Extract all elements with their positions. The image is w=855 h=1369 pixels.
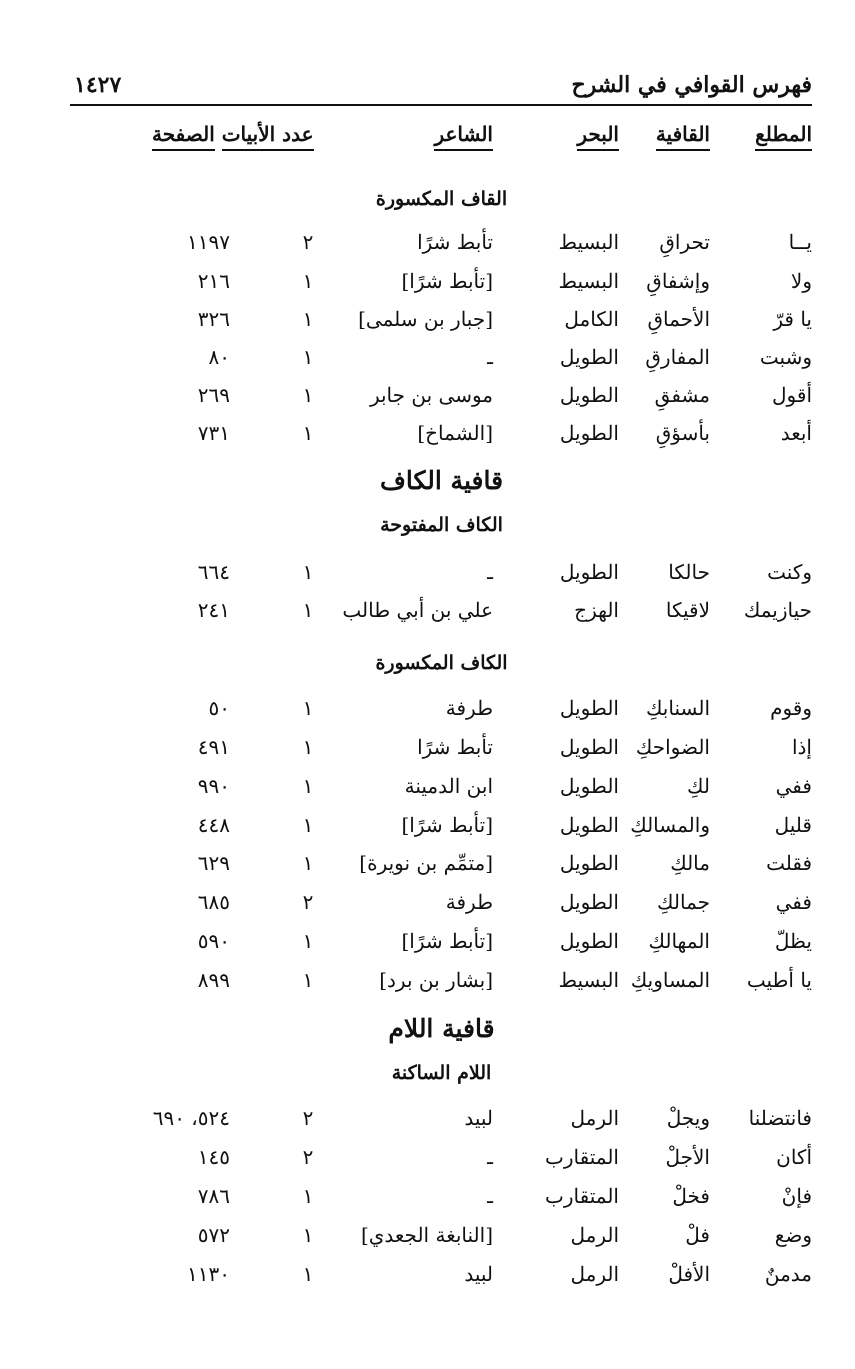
running-head-title: فهرس القوافي في الشرح (571, 72, 812, 98)
meter: الطويل (559, 890, 619, 914)
page-ref: ١٤٥ (197, 1145, 230, 1169)
poet: [تأبط شرًا] (401, 269, 493, 293)
rhyme-word: فلْ (685, 1223, 710, 1247)
verse-count: ١ (302, 421, 314, 445)
poet: [بشار بن برد] (379, 968, 493, 992)
poet: تأبط شرًا (417, 230, 493, 254)
rhyme-word: حالكا (668, 560, 710, 584)
column-header-page: الصفحة (152, 122, 215, 151)
page-number: ١٤٢٧ (74, 72, 122, 98)
verse-count: ١ (302, 929, 314, 953)
rhyme-word: المهالكِ (648, 929, 710, 953)
opening-word: يظلّ (774, 929, 812, 953)
verse-count: ١ (302, 968, 314, 992)
meter: الرمل (570, 1262, 619, 1286)
rhyme-word: وإشفاقِ (646, 269, 710, 293)
rhyme-word: فخلْ (672, 1184, 710, 1208)
opening-word: يا قرّ (773, 307, 812, 331)
table-row (0, 421, 855, 457)
poet: [متمِّم بن نويرة] (359, 851, 493, 875)
meter: الطويل (559, 851, 619, 875)
table-row (0, 774, 855, 810)
poet: [الشماخ] (417, 421, 493, 445)
page-ref: ٦٢٩ (197, 851, 230, 875)
column-header-opening: المطلع (755, 122, 812, 151)
page-ref: ٦٨٥ (197, 890, 230, 914)
page-ref: ٣٢٦ (197, 307, 230, 331)
rhyme-word: مشفقِ (654, 383, 710, 407)
rhyme-word: بأسؤقِ (655, 421, 710, 445)
page-ref: ٥٩٠ (197, 929, 230, 953)
poet: ـ (487, 1184, 493, 1208)
section-heading-major: قافية الكاف (379, 466, 504, 495)
table-row (0, 1262, 855, 1298)
meter: الطويل (559, 345, 619, 369)
poet: [النابغة الجعدي] (360, 1223, 493, 1247)
poet: [جبار بن سلمى] (358, 307, 493, 331)
verse-count: ١ (302, 307, 314, 331)
rhyme-word: الضواحكِ (635, 735, 710, 759)
page-ref: ٧٨٦ (197, 1184, 230, 1208)
rhyme-word: الأحماقِ (647, 307, 710, 331)
verse-count: ١ (302, 345, 314, 369)
meter: الرمل (570, 1223, 619, 1247)
verse-count: ١ (302, 735, 314, 759)
header-rule (70, 104, 812, 106)
verse-count: ١ (302, 560, 314, 584)
table-row (0, 307, 855, 343)
poet: طرفة (445, 890, 493, 914)
opening-word: قليل (774, 813, 812, 837)
table-row (0, 560, 855, 596)
verse-count: ١ (302, 598, 314, 622)
column-header-rhyme: القافية (656, 122, 710, 151)
poet: [تأبط شرًا] (401, 813, 493, 837)
meter: البسيط (558, 269, 619, 293)
page-ref: ٨٩٩ (197, 968, 230, 992)
page-ref: ٥٠ (208, 696, 230, 720)
verse-count: ١ (302, 1223, 314, 1247)
page-ref: ٦٦٤ (197, 560, 230, 584)
rhyme-word: مالكِ (670, 851, 710, 875)
table-row (0, 1184, 855, 1220)
verse-count: ١ (302, 851, 314, 875)
opening-word: وضع (774, 1223, 812, 1247)
running-head (70, 72, 812, 108)
page-ref: ٢١٦ (197, 269, 230, 293)
verse-count: ١ (302, 1184, 314, 1208)
meter: البسيط (558, 230, 619, 254)
rhyme-word: الأجلْ (665, 1145, 710, 1169)
rhyme-word: السنابكِ (645, 696, 710, 720)
opening-word: إذا (791, 735, 812, 759)
opening-word: ففي (775, 890, 812, 914)
rhyme-word: والمسالكِ (630, 813, 710, 837)
table-row (0, 269, 855, 305)
meter: المتقارب (545, 1184, 619, 1208)
table-row (0, 735, 855, 771)
opening-word: مدمنٌ (764, 1262, 812, 1286)
table-row (0, 813, 855, 849)
rhyme-word: لاقيكا (665, 598, 710, 622)
meter: المتقارب (545, 1145, 619, 1169)
page-ref: ٤٤٨ (197, 813, 230, 837)
page-ref: ٧٣١ (197, 421, 230, 445)
poet: ـ (487, 560, 493, 584)
meter: الطويل (559, 735, 619, 759)
table-row (0, 929, 855, 965)
page-ref: ٢٦٩ (197, 383, 230, 407)
poet: ـ (487, 1145, 493, 1169)
poet: لبيد (464, 1106, 493, 1130)
meter: الطويل (559, 813, 619, 837)
poet: [تأبط شرًا] (401, 929, 493, 953)
opening-word: وكنت (767, 560, 812, 584)
page-ref: ٩٩٠ (197, 774, 230, 798)
rhyme-word: المفارقِ (645, 345, 710, 369)
verse-count: ١ (302, 813, 314, 837)
verse-count: ٢ (302, 890, 314, 914)
section-heading: اللام الساكنة (391, 1062, 492, 1084)
meter: الطويل (559, 696, 619, 720)
section-heading-major: قافية اللام (388, 1014, 495, 1043)
verse-count: ٢ (302, 1106, 314, 1130)
poet: علي بن أبي طالب (342, 598, 493, 622)
table-row (0, 1223, 855, 1259)
opening-word: حيازيمك (743, 598, 812, 622)
opening-word: فقلت (766, 851, 812, 875)
opening-word: ولا (790, 269, 812, 293)
poet: ابن الدمينة (404, 774, 493, 798)
section-heading: القاف المكسورة (375, 188, 508, 210)
meter: الرمل (570, 1106, 619, 1130)
opening-word: يــا (788, 230, 812, 254)
poet: لبيد (464, 1262, 493, 1286)
table-row (0, 968, 855, 1004)
verse-count: ٢ (302, 1145, 314, 1169)
page-ref: ٥٢٤، ٦٩٠ (152, 1106, 230, 1130)
page-ref: ٨٠ (208, 345, 230, 369)
table-row (0, 1145, 855, 1181)
rhyme-word: المساويكِ (630, 968, 710, 992)
table-row (0, 1106, 855, 1142)
meter: الطويل (559, 774, 619, 798)
table-row (0, 890, 855, 926)
opening-word: وقوم (770, 696, 812, 720)
poet: ـ (487, 345, 493, 369)
page-ref: ٥٧٢ (197, 1223, 230, 1247)
section-heading: الكاف المكسورة (375, 652, 508, 674)
meter: البسيط (558, 968, 619, 992)
rhyme-word: لكِ (687, 774, 710, 798)
page-ref: ٤٩١ (197, 735, 230, 759)
table-row (0, 230, 855, 266)
table-row (0, 598, 855, 634)
page-ref: ٢٤١ (197, 598, 230, 622)
page-ref: ١١٩٧ (187, 230, 230, 254)
verse-count: ١ (302, 1262, 314, 1286)
rhyme-word: تحراقِ (659, 230, 710, 254)
verse-count: ١ (302, 269, 314, 293)
poet: طرفة (445, 696, 493, 720)
meter: الهزج (574, 598, 619, 622)
verse-count: ١ (302, 696, 314, 720)
opening-word: أكان (776, 1145, 812, 1169)
poet: تأبط شرًا (417, 735, 493, 759)
opening-word: يا أطيب (746, 968, 812, 992)
rhyme-word: ويجلْ (666, 1106, 710, 1130)
opening-word: ففي (775, 774, 812, 798)
column-header-verse-count: عدد الأبيات (222, 122, 314, 151)
rhyme-word: جمالكِ (657, 890, 710, 914)
meter: الكامل (564, 307, 619, 331)
column-header-poet: الشاعر (434, 122, 493, 151)
verse-count: ١ (302, 774, 314, 798)
opening-word: أقول (772, 383, 812, 407)
verse-count: ١ (302, 383, 314, 407)
table-row (0, 696, 855, 732)
column-header-count-page (152, 122, 314, 151)
opening-word: فانتضلنا (748, 1106, 812, 1130)
opening-word: وشبت (759, 345, 812, 369)
meter: الطويل (559, 560, 619, 584)
table-row (0, 345, 855, 381)
section-heading: الكاف المفتوحة (380, 514, 503, 536)
column-header-meter: البحر (577, 122, 619, 151)
table-row (0, 851, 855, 887)
meter: الطويل (559, 383, 619, 407)
poet: موسى بن جابر (369, 383, 493, 407)
meter: الطويل (559, 929, 619, 953)
page-ref: ١١٣٠ (187, 1262, 230, 1286)
meter: الطويل (559, 421, 619, 445)
verse-count: ٢ (302, 230, 314, 254)
rhyme-word: الأفلْ (668, 1262, 710, 1286)
opening-word: أبعد (780, 421, 812, 445)
opening-word: فإنْ (781, 1184, 812, 1208)
table-row (0, 383, 855, 419)
